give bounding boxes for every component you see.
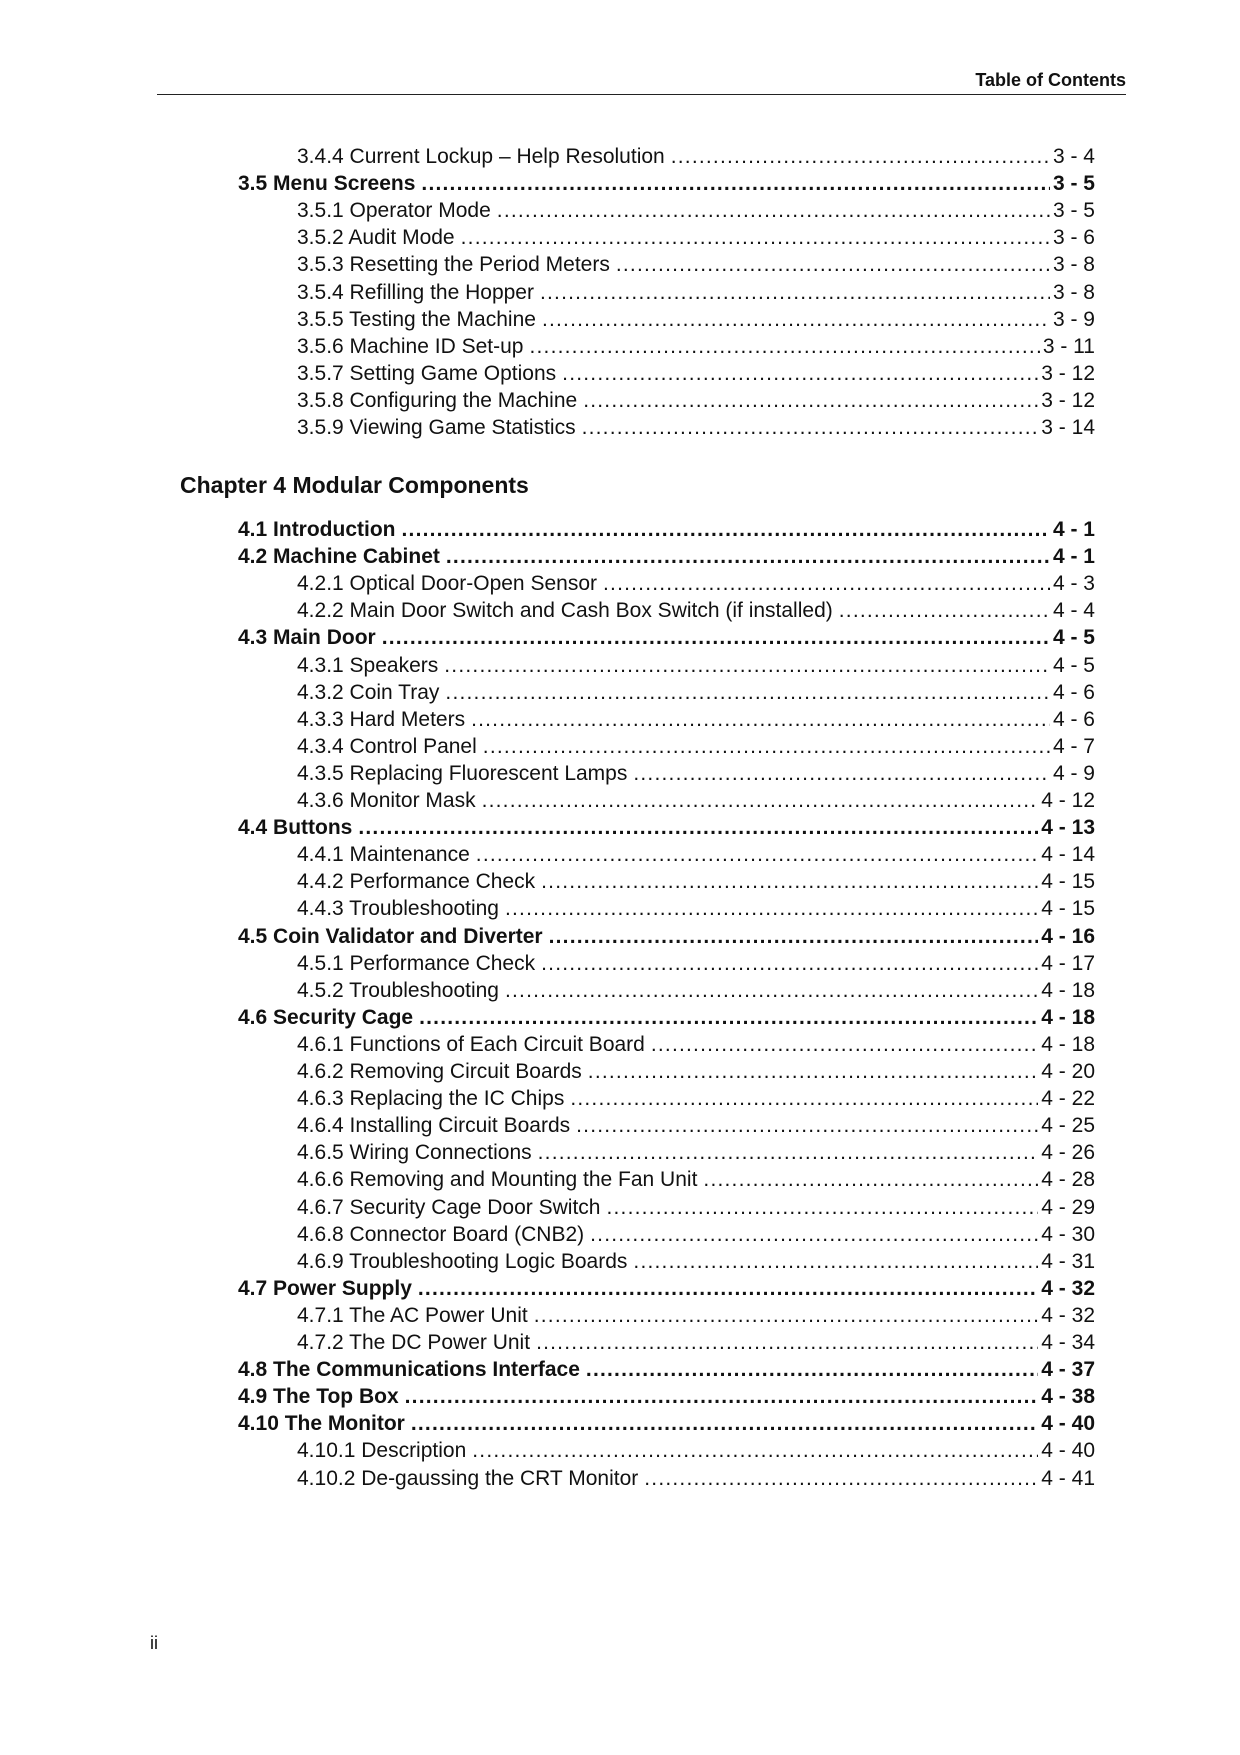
toc-entry-label: 4.6.1 Functions of Each Circuit Board xyxy=(297,1032,645,1056)
toc-entry-label: 3.5.6 Machine ID Set-up xyxy=(297,334,524,358)
dot-leader xyxy=(411,1410,1038,1437)
toc-entry-page: 4 - 32 xyxy=(1041,1276,1095,1300)
toc-entry-label: 4.3.2 Coin Tray xyxy=(297,680,440,704)
dot-leader xyxy=(633,760,1050,787)
toc-entry-page: 4 - 30 xyxy=(1041,1222,1095,1246)
toc-entry-label: 4.3.1 Speakers xyxy=(297,653,439,677)
toc-section-entry[interactable] xyxy=(238,1004,1095,1031)
toc-entry-page: 4 - 15 xyxy=(1041,870,1095,894)
toc-entry-label: 3.5.3 Resetting the Period Meters xyxy=(297,253,610,277)
dot-leader xyxy=(382,624,1050,651)
toc-entry-page: 3 - 12 xyxy=(1041,361,1095,385)
toc-entry-label: 3.5.2 Audit Mode xyxy=(297,226,455,250)
toc-section-entry[interactable] xyxy=(238,1356,1095,1383)
toc-entry-label: 4.10.2 De-gaussing the CRT Monitor xyxy=(297,1466,639,1490)
toc-entry-page: 3 - 9 xyxy=(1052,307,1095,331)
toc-subsection-entry[interactable] xyxy=(297,387,1095,414)
toc-entry-page: 4 - 31 xyxy=(1041,1249,1095,1273)
toc-subsection-entry[interactable] xyxy=(297,251,1095,278)
toc-entry-label: 4.7.1 The AC Power Unit xyxy=(297,1303,528,1327)
dot-leader xyxy=(419,1004,1038,1031)
toc-subsection-entry[interactable] xyxy=(297,895,1095,922)
toc-entry-label: 3.5 Menu Screens xyxy=(238,172,416,196)
toc-subsection-entry[interactable] xyxy=(297,1112,1095,1139)
toc-entry-label: 4.4.3 Troubleshooting xyxy=(297,897,499,921)
toc-subsection-entry[interactable] xyxy=(297,841,1095,868)
toc-subsection-entry[interactable] xyxy=(297,1302,1095,1329)
dot-leader xyxy=(444,652,1050,679)
toc-entry-label: 4.4.1 Maintenance xyxy=(297,843,470,867)
dot-leader xyxy=(476,841,1039,868)
dot-leader xyxy=(529,333,1039,360)
dot-leader xyxy=(497,197,1050,224)
toc-entry-label: 4.3.4 Control Panel xyxy=(297,734,477,758)
toc-entry-label: 4.6.2 Removing Circuit Boards xyxy=(297,1060,582,1083)
toc-entry-label: 4.6.6 Removing and Mounting the Fan Unit xyxy=(297,1168,698,1192)
toc-entry-page: 4 - 13 xyxy=(1041,816,1095,840)
toc-entry-page: 3 - 4 xyxy=(1052,145,1095,168)
toc-entry-page: 4 - 34 xyxy=(1041,1331,1095,1354)
toc-entry-page: 4 - 1 xyxy=(1052,545,1095,569)
toc-entry-label: 3.5.9 Viewing Game Statistics xyxy=(297,416,576,439)
dot-leader xyxy=(483,733,1050,760)
dot-leader xyxy=(541,868,1038,895)
toc-entry-page: 3 - 11 xyxy=(1042,334,1095,358)
toc-subsection-entry[interactable] xyxy=(297,597,1095,624)
chapter-heading: Chapter 4 Modular Components xyxy=(180,472,529,498)
dot-leader xyxy=(536,1329,1038,1356)
toc-entry-page: 3 - 14 xyxy=(1041,416,1095,439)
toc-entry-label: 4.10.1 Description xyxy=(297,1439,467,1463)
dot-leader xyxy=(671,143,1050,170)
toc-entry-label: 4.7.2 The DC Power Unit xyxy=(297,1331,531,1354)
toc-section-entry[interactable] xyxy=(238,516,1095,543)
dot-leader xyxy=(358,814,1038,841)
toc-entry-label: 4.6.7 Security Cage Door Switch xyxy=(297,1195,601,1219)
toc-entry-page: 4 - 28 xyxy=(1041,1168,1095,1192)
dot-leader xyxy=(445,679,1050,706)
dot-leader xyxy=(418,1275,1038,1302)
dot-leader xyxy=(582,414,1039,441)
toc-entry-page: 3 - 8 xyxy=(1052,280,1095,304)
dot-leader xyxy=(538,1139,1039,1166)
toc-entry-page: 4 - 12 xyxy=(1041,789,1095,812)
toc-entry-page: 4 - 25 xyxy=(1041,1114,1095,1138)
toc-subsection-entry[interactable] xyxy=(297,868,1095,895)
toc-subsection-entry[interactable] xyxy=(297,679,1095,706)
toc-entry-label: 4.5.1 Performance Check xyxy=(297,951,536,975)
toc-entry-page: 4 - 16 xyxy=(1041,924,1095,948)
toc-entry-page: 4 - 20 xyxy=(1041,1060,1095,1083)
toc-subsection-entry[interactable] xyxy=(297,224,1095,251)
dot-leader xyxy=(472,1437,1038,1464)
dot-leader xyxy=(562,360,1038,387)
toc-section-entry[interactable] xyxy=(238,1410,1095,1437)
toc-entry-page: 4 - 37 xyxy=(1041,1358,1095,1382)
toc-entry-page: 4 - 6 xyxy=(1052,680,1095,704)
dot-leader xyxy=(588,1058,1039,1085)
toc-entry-page: 4 - 7 xyxy=(1052,734,1095,758)
toc-entry-label: 4.6.9 Troubleshooting Logic Boards xyxy=(297,1249,628,1273)
toc-subsection-entry[interactable] xyxy=(297,1194,1095,1221)
toc-subsection-entry[interactable] xyxy=(297,760,1095,787)
toc-entry-label: 4.4 Buttons xyxy=(238,816,353,840)
toc-subsection-entry[interactable] xyxy=(297,706,1095,733)
toc-entry-label: 4.1 Introduction xyxy=(238,518,396,541)
page-number: ii xyxy=(150,1633,158,1653)
toc-entry-label: 4.4.2 Performance Check xyxy=(297,870,536,894)
toc-subsection-entry[interactable] xyxy=(297,1465,1095,1492)
toc-subsection-entry[interactable] xyxy=(297,1166,1095,1193)
toc-subsection-entry[interactable] xyxy=(297,279,1095,306)
toc-entry-label: 4.7 Power Supply xyxy=(238,1276,412,1300)
toc-entry-label: 4.3.3 Hard Meters xyxy=(297,707,466,731)
toc-entry-page: 4 - 26 xyxy=(1041,1141,1095,1165)
toc-entry-label: 3.5.1 Operator Mode xyxy=(297,199,491,223)
toc-entry-page: 4 - 3 xyxy=(1052,572,1095,596)
toc-section-entry[interactable] xyxy=(238,814,1095,841)
dot-leader xyxy=(644,1465,1038,1492)
toc-entry-page: 4 - 1 xyxy=(1052,518,1095,541)
toc-entry-page: 4 - 4 xyxy=(1052,599,1095,623)
dot-leader xyxy=(616,251,1050,278)
dot-leader xyxy=(603,570,1050,597)
toc-subsection-entry[interactable] xyxy=(297,1085,1095,1112)
toc-entry-page: 4 - 15 xyxy=(1041,897,1095,921)
dot-leader xyxy=(583,387,1038,414)
dot-leader xyxy=(534,1302,1039,1329)
toc-subsection-entry[interactable] xyxy=(297,787,1095,814)
toc-entry-page: 4 - 5 xyxy=(1052,653,1095,677)
toc-entry-label: 4.5 Coin Validator and Diverter xyxy=(238,924,543,948)
toc-entry-page: 4 - 9 xyxy=(1052,761,1095,785)
toc-entry-label: 3.5.8 Configuring the Machine xyxy=(297,388,578,412)
toc-subsection-entry[interactable] xyxy=(297,1437,1095,1464)
dot-leader xyxy=(651,1031,1038,1058)
dot-leader xyxy=(703,1166,1038,1193)
toc-entry-page: 4 - 22 xyxy=(1041,1087,1095,1111)
toc-section-entry[interactable] xyxy=(238,170,1095,197)
toc-entry-page: 4 - 18 xyxy=(1041,978,1095,1002)
toc-section-entry[interactable] xyxy=(238,1383,1095,1410)
toc-entry-label: 4.6 Security Cage xyxy=(238,1005,414,1029)
toc-entry-page: 4 - 38 xyxy=(1041,1385,1095,1409)
dot-leader xyxy=(586,1356,1038,1383)
toc-subsection-entry[interactable] xyxy=(297,306,1095,333)
toc-subsection-entry[interactable] xyxy=(297,1221,1095,1248)
toc-subsection-entry[interactable] xyxy=(297,950,1095,977)
toc-subsection-entry[interactable] xyxy=(297,360,1095,387)
toc-entry-page: 3 - 5 xyxy=(1052,199,1095,223)
dot-leader xyxy=(505,895,1038,922)
toc-subsection-entry[interactable] xyxy=(297,977,1095,1004)
toc-entry-label: 4.2.1 Optical Door-Open Sensor xyxy=(297,572,597,596)
toc-subsection-entry[interactable] xyxy=(297,1058,1095,1085)
dot-leader xyxy=(421,170,1050,197)
toc-subsection-entry[interactable] xyxy=(297,414,1095,441)
toc-entry-label: 3.5.7 Setting Game Options xyxy=(297,361,557,385)
dot-leader xyxy=(471,706,1050,733)
toc-subsection-entry[interactable] xyxy=(297,1329,1095,1356)
toc-entry-label: 4.10 The Monitor xyxy=(238,1412,405,1436)
toc-subsection-entry[interactable] xyxy=(297,733,1095,760)
toc-entry-label: 4.3.5 Replacing Fluorescent Lamps xyxy=(297,761,628,785)
toc-entry-page: 4 - 40 xyxy=(1041,1439,1095,1463)
toc-subsection-entry[interactable] xyxy=(297,1031,1095,1058)
dot-leader xyxy=(542,306,1050,333)
dot-leader xyxy=(402,516,1050,543)
toc-entry-label: 4.6.5 Wiring Connections xyxy=(297,1141,532,1165)
dot-leader xyxy=(541,950,1038,977)
running-header-title: Table of Contents xyxy=(975,70,1126,90)
toc-entry-page: 4 - 18 xyxy=(1041,1005,1095,1029)
dot-leader xyxy=(633,1248,1038,1275)
dot-leader xyxy=(540,279,1050,306)
toc-entry-label: 3.4.4 Current Lockup – Help Resolution xyxy=(297,145,665,168)
toc-entry-label: 4.6.4 Installing Circuit Boards xyxy=(297,1114,571,1138)
toc-subsection-entry[interactable] xyxy=(297,1139,1095,1166)
toc-entry-page: 4 - 17 xyxy=(1041,951,1095,975)
header-rule xyxy=(157,94,1126,95)
toc-subsection-entry[interactable] xyxy=(297,570,1095,597)
toc-entry-label: 4.3.6 Monitor Mask xyxy=(297,789,476,812)
dot-leader xyxy=(606,1194,1038,1221)
dot-leader xyxy=(549,923,1039,950)
toc-subsection-entry[interactable] xyxy=(297,652,1095,679)
toc-entry-label: 3.5.4 Refilling the Hopper xyxy=(297,280,534,304)
toc-entry-page: 4 - 18 xyxy=(1041,1032,1095,1056)
toc-section-entry[interactable] xyxy=(238,1275,1095,1302)
toc-entry-page: 4 - 29 xyxy=(1041,1195,1095,1219)
dot-leader xyxy=(570,1085,1038,1112)
toc-entry-page: 4 - 32 xyxy=(1041,1303,1095,1327)
dot-leader xyxy=(505,977,1038,1004)
toc-subsection-entry[interactable] xyxy=(297,143,1095,170)
dot-leader xyxy=(590,1221,1038,1248)
toc-entry-page: 4 - 6 xyxy=(1052,707,1095,731)
dot-leader xyxy=(446,543,1050,570)
dot-leader xyxy=(461,224,1050,251)
toc-entry-label: 4.5.2 Troubleshooting xyxy=(297,978,499,1002)
toc-entry-page: 4 - 14 xyxy=(1041,843,1095,867)
toc-entry-page: 3 - 12 xyxy=(1041,388,1095,412)
toc-entry-page: 3 - 6 xyxy=(1052,226,1095,250)
toc-section-entry[interactable] xyxy=(238,923,1095,950)
toc-entry-page: 4 - 40 xyxy=(1041,1412,1095,1436)
dot-leader xyxy=(576,1112,1038,1139)
toc-section-entry[interactable] xyxy=(238,624,1095,651)
toc-entry-label: 4.3 Main Door xyxy=(238,626,376,650)
toc-entry-label: 3.5.5 Testing the Machine xyxy=(297,307,536,331)
dot-leader xyxy=(482,787,1039,814)
toc-entry-label: 4.6.3 Replacing the IC Chips xyxy=(297,1087,565,1111)
toc-entry-label: 4.2 Machine Cabinet xyxy=(238,545,440,569)
toc-entry-page: 4 - 41 xyxy=(1041,1466,1095,1490)
toc-entry-label: 4.9 The Top Box xyxy=(238,1385,399,1409)
toc-entry-page: 4 - 5 xyxy=(1052,626,1095,650)
toc-entry-page: 3 - 5 xyxy=(1052,172,1095,196)
toc-subsection-entry[interactable] xyxy=(297,197,1095,224)
dot-leader xyxy=(839,597,1050,624)
dot-leader xyxy=(405,1383,1039,1410)
toc-subsection-entry[interactable] xyxy=(297,1248,1095,1275)
toc-entry-page: 3 - 8 xyxy=(1052,253,1095,277)
toc-entry-label: 4.8 The Communications Interface xyxy=(238,1358,580,1382)
toc-section-entry[interactable] xyxy=(238,543,1095,570)
toc-entry-label: 4.6.8 Connector Board (CNB2) xyxy=(297,1222,585,1246)
toc-entry-label: 4.2.2 Main Door Switch and Cash Box Switch (if installed) xyxy=(297,599,833,623)
toc-subsection-entry[interactable] xyxy=(297,333,1095,360)
